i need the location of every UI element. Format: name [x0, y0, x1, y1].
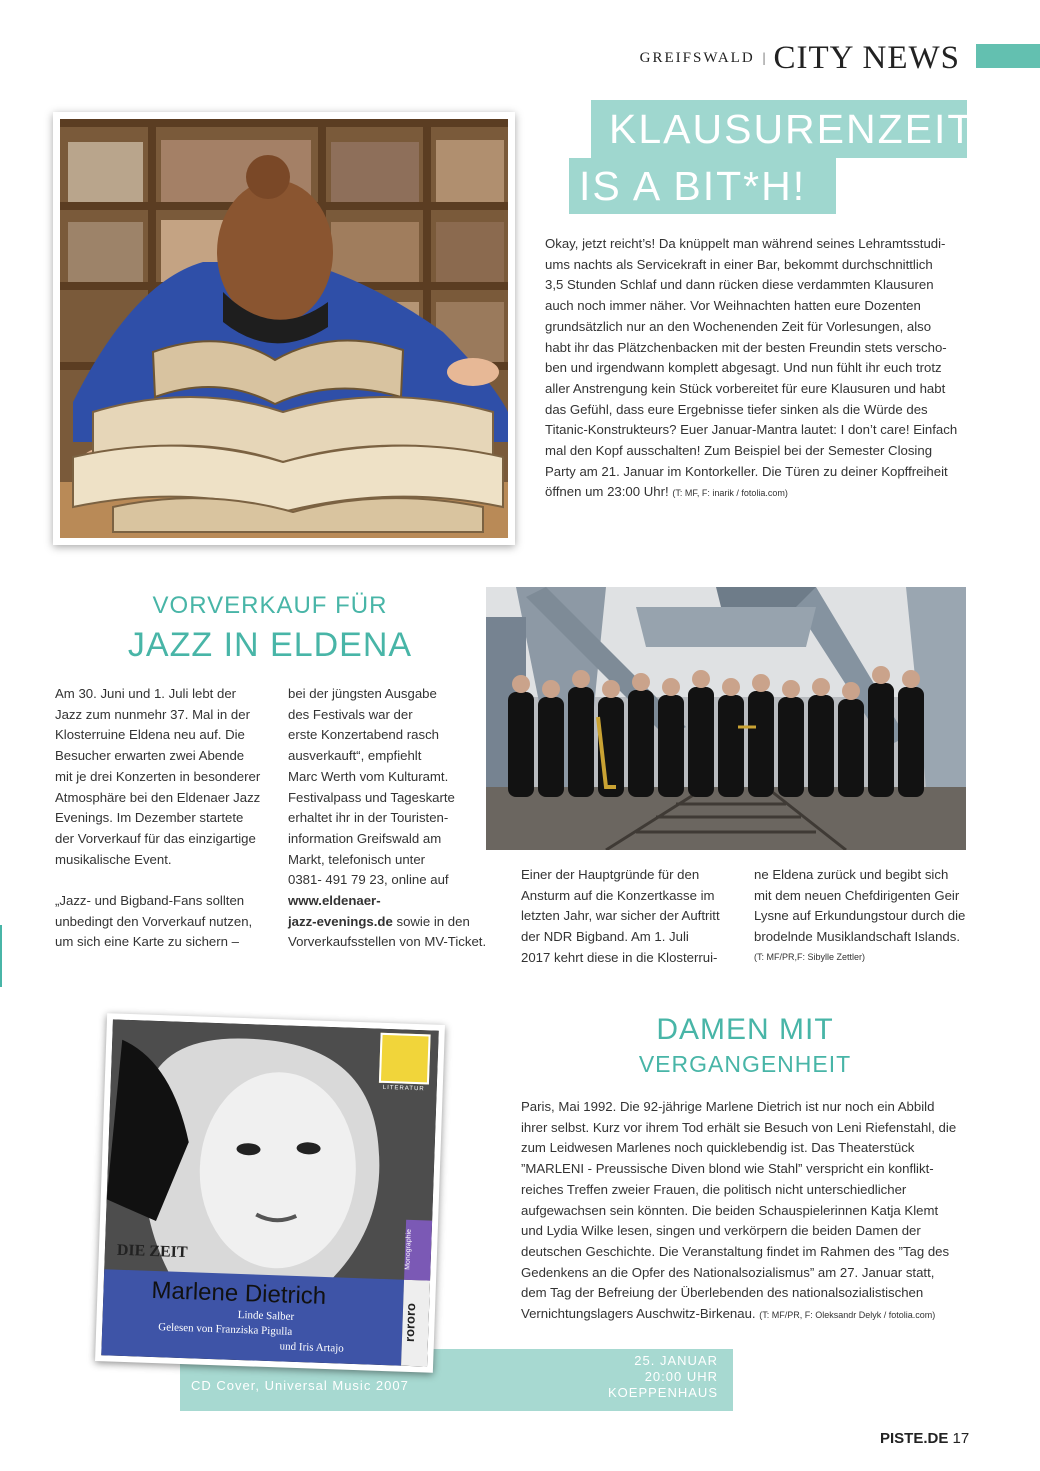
bigband-illustration	[486, 587, 966, 850]
article2-line: Besucher erwarten zwei Abende	[55, 748, 245, 764]
article2-line: unbedingt den Vorverkauf nutzen,	[55, 913, 253, 929]
article2-col4	[754, 865, 974, 966]
article2-line: sowie in den	[392, 913, 470, 929]
cover-reader1: Gelesen von Franziska Pigulla	[158, 1321, 293, 1338]
article2-line: Einer der Hauptgründe für den	[521, 867, 700, 882]
article2-col2	[288, 684, 488, 953]
article2-line: Lysne auf Erkundungstour durch die	[754, 908, 966, 924]
article1-line: mal den Kopf ausschalten! Zum Beispiel bei der Semester Closing	[545, 443, 933, 459]
article3-line: Gedenkens an die Opfer des Nationalsozialismus” am 27. Januar statt,	[521, 1264, 935, 1280]
cover-author: Linde Salber	[237, 1308, 295, 1323]
event-time: 20:00 UHR	[644, 1369, 718, 1384]
article1-line: ben und irgendwann komplett abgesagt. Und nun fühlt ihr euch trotz	[545, 360, 942, 376]
article3-line: ihrer selbst. Kurz vor ihrem Tod erhält sie Besuch von Leni Riefenstahl, die	[521, 1119, 957, 1135]
article2-line: Festivalpass und Tageskarte	[288, 789, 455, 805]
article2-col1	[55, 684, 280, 953]
article1-line: 3,5 Stunden Schlaf und dann rücken diese verdammten Klausuren	[545, 277, 934, 293]
article2-line: Evenings. Im Dezember startete	[55, 810, 244, 826]
article3-line: Vernichtungslagers Auschwitz-Birkenau.	[521, 1306, 756, 1322]
article2-line: Am 30. Juni und 1. Juli lebt der	[55, 686, 237, 701]
article1-line: ums nachts als Servicekraft in einer Bar, bekommt durchschnittlich	[545, 256, 933, 272]
article2-line: der NDR Bigband. Am 1. Juli	[521, 929, 689, 945]
article1-line: grundsätzlich nur an den Wochenenden Zeit für Vorlesungen, also	[545, 318, 932, 334]
left-accent-mark	[0, 925, 2, 987]
article1-line: öffnen um 23:00 Uhr!	[545, 484, 669, 500]
article1-line: Titanic-Konstrukteurs? Euer Januar-Mantra lautet: I don’t care! Einfach	[545, 422, 958, 438]
article2-line: 0381- 491 79 23, online auf	[288, 872, 449, 888]
study-illustration	[53, 112, 515, 545]
page-footer	[880, 1430, 969, 1447]
article1-line: auch noch immer näher. Vor Weihnachten hatten eure Dozenten	[545, 298, 921, 314]
article2-line: Atmosphäre bei den Eldenaer Jazz	[55, 789, 261, 805]
article2-line: „Jazz- und Bigband-Fans sollten	[55, 893, 245, 909]
article2-blank-line	[55, 870, 280, 891]
article3-line: dem Tag der Befreiung der Überlebenden des nationalsozialistischen	[521, 1285, 924, 1301]
cover-reader2: und Iris Artajo	[279, 1340, 344, 1355]
article2-credit: (T: MF/PR,F: Sibylle Zettler)	[754, 951, 866, 962]
event-place: KOEPPENHAUS	[608, 1385, 718, 1400]
zeit-logo: DIE ZEIT	[116, 1241, 188, 1262]
article2-line: ausverkauft“, empfiehlt	[288, 748, 422, 764]
article3-line: zum Leidwesen Marlenes noch quicklebendig ist. Das Theaterstück	[521, 1140, 915, 1156]
header-title: CITY NEWS	[773, 40, 960, 76]
article2-line: bei der jüngsten Ausgabe	[288, 686, 437, 701]
series-tab: Monographie	[404, 1220, 432, 1281]
article2-line: mit je drei Konzerten in besonderer	[55, 768, 261, 784]
article3-line: Paris, Mai 1992. Die 92-jährige Marlene Dietrich ist nur noch ein Abbild	[521, 1099, 935, 1114]
article2-line: musikalische Event.	[55, 851, 172, 867]
article2-line: Ansturm auf die Konzertkasse im	[521, 887, 715, 903]
article1-credit: (T: MF, F: inarik / fotolia.com)	[672, 488, 788, 499]
article3-credit: (T: MF/PR, F: Oleksandr Delyk / fotolia.com)	[759, 1310, 936, 1321]
article2-line: Vorverkaufsstellen von MV-Ticket.	[288, 934, 487, 950]
article3-line: und Lydia Wilke lesen, singen und verkörpern die beiden Damen der	[521, 1223, 921, 1239]
article3-line: deutschen Geschichte. Die Veranstaltung findet im Rahmen des ”Tag des	[521, 1243, 950, 1259]
header-separator: |	[762, 50, 766, 66]
article3-title-line2: VERGANGENHEIT	[638, 1051, 852, 1077]
article1-title-line1: KLAUSURENZEIT	[591, 100, 967, 158]
article2-line: ne Eldena zurück und begibt sich	[754, 867, 949, 882]
bigband-photo	[486, 587, 966, 850]
article2-line: information Greifswald am	[288, 830, 442, 846]
article2-line: Markt, telefonisch unter	[288, 851, 426, 867]
event-info	[600, 1353, 718, 1401]
study-photo	[53, 112, 515, 545]
site-name: PISTE.DE	[880, 1430, 949, 1447]
section-label: GREIFSWALD	[639, 50, 755, 66]
article1-body	[545, 234, 975, 504]
article2-title-line1: VORVERKAUF FÜR	[152, 592, 388, 619]
article1-line: aller Anstrengung kein Stück vorbereitet für eure Klausuren und habt	[545, 380, 946, 396]
article2-line: mit dem neuen Chefdirigenten Geir	[754, 887, 960, 903]
article1-line: Okay, jetzt reicht’s! Da knüppelt man während seines Lehramtsstudi-	[545, 236, 946, 251]
article1-title-line2: IS A BIT*H!	[569, 158, 836, 214]
dg-logo-icon	[379, 1033, 431, 1085]
page-number: 17	[952, 1430, 970, 1447]
article2-line: Marc Werth vom Kulturamt.	[288, 768, 449, 784]
article2-line: des Festivals war der	[288, 706, 413, 722]
festival-link-cont[interactable]: jazz-evenings.de	[288, 913, 393, 929]
article3-line: reiches Treffen zweier Frauen, die politisch nicht unterschiedlicher	[521, 1181, 907, 1197]
article2-line: um sich eine Karte zu sichern –	[55, 934, 239, 950]
article2-line: 2017 kehrt diese in die Klosterrui-	[521, 949, 718, 965]
page-header	[640, 40, 960, 77]
article2-col3	[521, 865, 746, 969]
cover-caption: CD Cover, Universal Music 2007	[191, 1378, 409, 1393]
cd-cover	[95, 1013, 445, 1373]
article2-title-line2: JAZZ IN ELDENA	[127, 626, 413, 664]
article2-line: erste Konzertabend rasch	[288, 727, 440, 743]
cover-label: LITERATUR	[382, 1084, 425, 1093]
article2-line: Klosterruine Eldena neu auf. Die	[55, 727, 245, 743]
article2-line: letzten Jahr, war sicher der Auftritt	[521, 908, 720, 924]
article1-line: Party am 21. Januar im Kontorkeller. Die Türen zu deiner Kopffreiheit	[545, 463, 948, 479]
article2-line: erhaltet ihr in der Touristen-	[288, 810, 449, 826]
article2-line: Jazz zum nunmehr 37. Mal in der	[55, 706, 250, 722]
cd-cover-art	[101, 1019, 439, 1366]
article2-line: brodelnde Musiklandschaft Islands.	[754, 929, 960, 945]
cover-name: Marlene Dietrich	[151, 1276, 327, 1311]
article3-line: ”MARLENI - Preussische Diven blond wie Stahl” verspricht ein konflikt-	[521, 1161, 934, 1177]
article2-line: der Vorverkauf für das einzigartige	[55, 830, 256, 846]
publisher-logo: rororo	[401, 1303, 419, 1343]
festival-link[interactable]: www.eldenaer-	[288, 893, 381, 909]
header-accent-bar	[976, 44, 1040, 68]
article1-line: das Gefühl, dass eure Ergebnisse tiefer sinken als die Würde des	[545, 401, 928, 417]
article1-line: habt ihr das Plätzchenbacken mit der besten Freundin stets verscho-	[545, 339, 947, 355]
article3-title-line1: DAMEN MIT	[656, 1013, 834, 1046]
article3-line: aufgewachsen sein könnten. Die beiden Schauspielerinnen Katja Klemt	[521, 1202, 939, 1218]
article3-body	[521, 1097, 981, 1326]
event-date: 25. JANUAR	[634, 1353, 718, 1368]
